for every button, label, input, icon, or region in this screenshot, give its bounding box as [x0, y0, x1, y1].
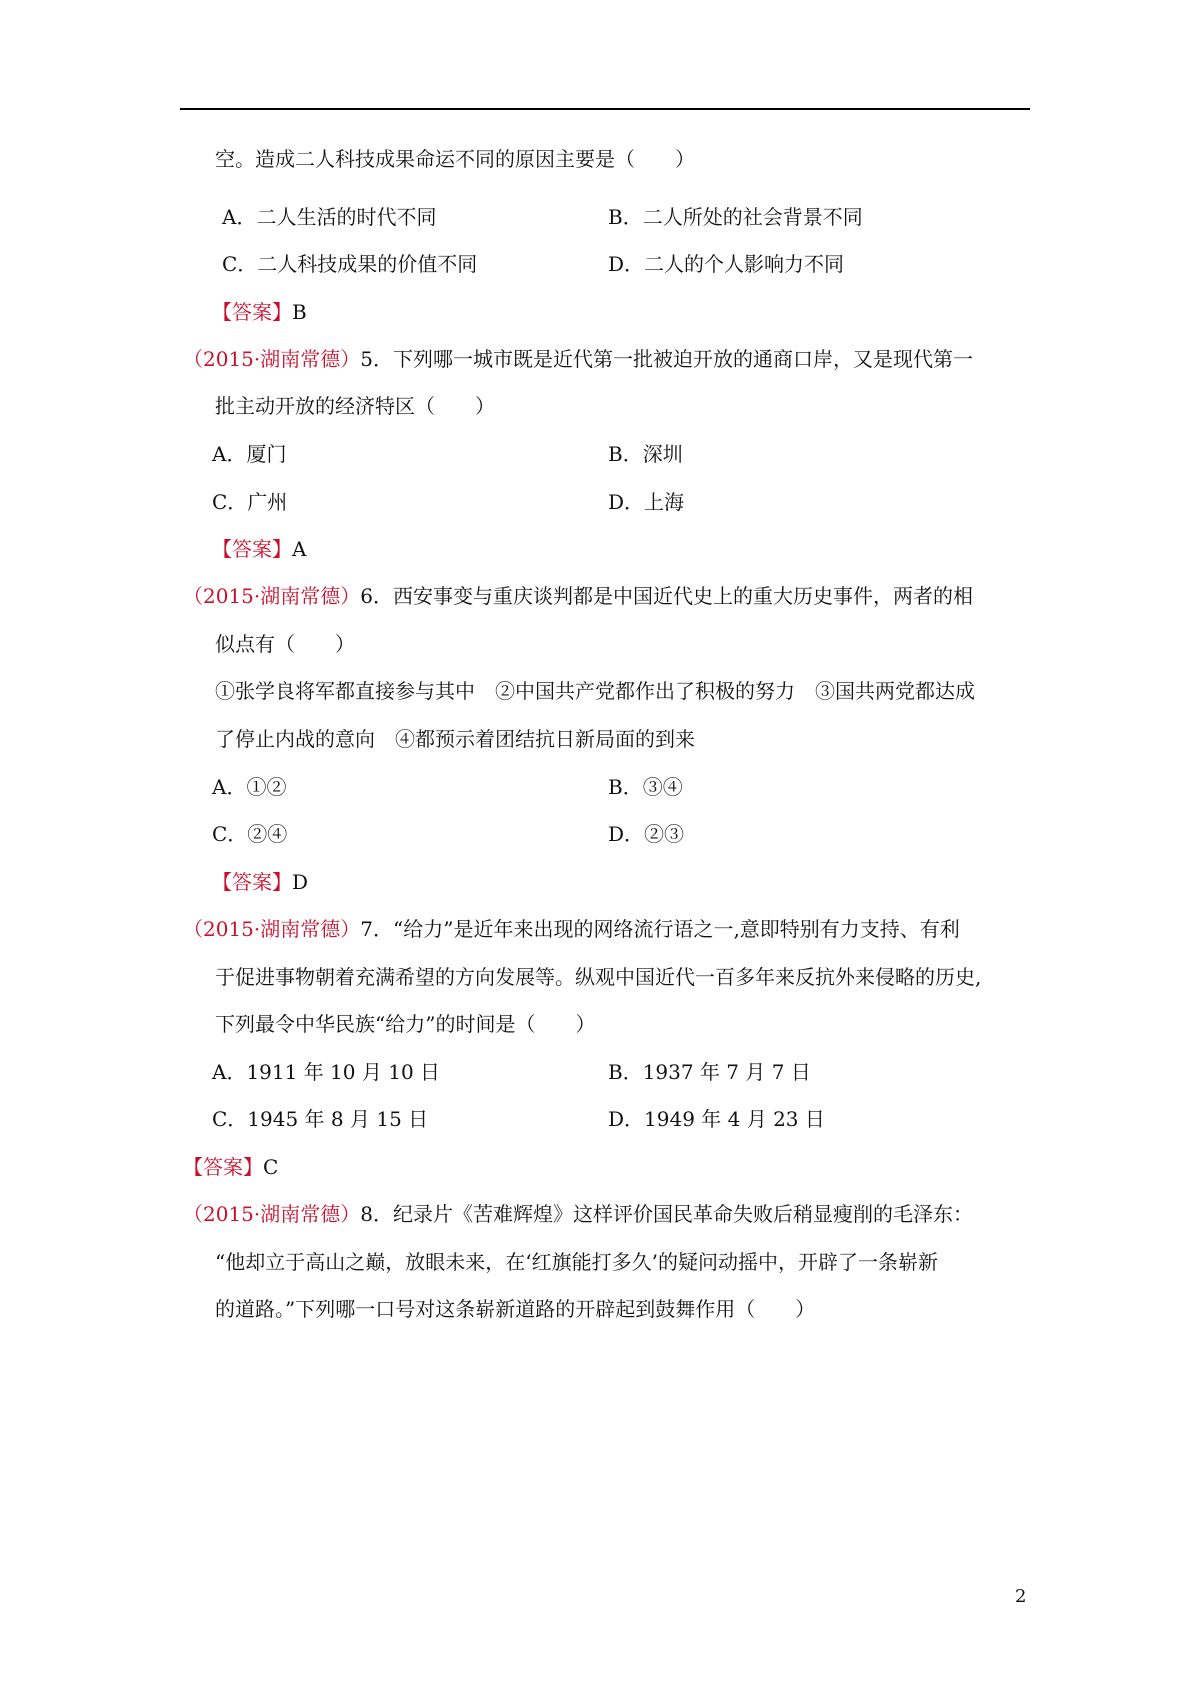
q7-option-a: A．1911 年 10 月 10 日	[212, 1060, 441, 1084]
q5-option-b: B．深圳	[608, 442, 683, 466]
answer-tag: 【答案】	[212, 870, 292, 894]
q7-stem-line1	[183, 915, 960, 943]
answer-tag: 【答案】	[212, 537, 292, 561]
page-number: 2	[1015, 1586, 1027, 1607]
header-rule	[180, 108, 1030, 110]
q6-stem-line2: 似点有（ ）	[215, 632, 355, 656]
question-source: （2015·湖南常德）	[183, 347, 361, 371]
q7-answer	[183, 1153, 278, 1181]
answer-tag: 【答案】	[183, 1155, 263, 1179]
question-text: 6．西安事变与重庆谈判都是中国近代史上的重大历史事件，两者的相	[360, 584, 973, 608]
q7-option-d: D．1949 年 4 月 23 日	[608, 1107, 825, 1131]
question-source: （2015·湖南常德）	[183, 1202, 361, 1226]
q5-stem-line2: 批主动开放的经济特区（ ）	[215, 394, 495, 418]
q7-stem-line3: 下列最令中华民族“给力”的时间是（ ）	[215, 1012, 596, 1036]
q7-option-c: C．1945 年 8 月 15 日	[212, 1107, 429, 1131]
question-source: （2015·湖南常德）	[183, 917, 361, 941]
answer-tag: 【答案】	[212, 300, 292, 324]
q8-stem-line2: “他却立于高山之巅，放眼未来，在‘红旗能打多久’的疑问动摇中，开辟了一条崭新	[215, 1250, 938, 1274]
q6-items-line1: ①张学良将军都直接参与其中 ②中国共产党都作出了积极的努力 ③国共两党都达成	[215, 679, 975, 703]
answer-value: A	[292, 537, 307, 561]
q4-option-b: B．二人所处的社会背景不同	[608, 205, 863, 229]
q5-option-d: D．上海	[608, 490, 685, 514]
answer-value: B	[292, 300, 307, 324]
q6-option-a: A．①②	[212, 775, 287, 799]
answer-value: D	[292, 870, 309, 894]
q6-option-d: D．②③	[608, 822, 685, 846]
q8-stem-line3: 的道路。”下列哪一口号对这条崭新道路的开辟起到鼓舞作用（ ）	[215, 1297, 816, 1321]
q4-answer	[212, 298, 307, 326]
q4-option-c: C．二人科技成果的价值不同	[222, 252, 478, 276]
q6-option-c: C．②④	[212, 822, 288, 846]
answer-value: C	[263, 1155, 279, 1179]
q6-option-b: B．③④	[608, 775, 683, 799]
q4-option-a: A．二人生活的时代不同	[222, 205, 437, 229]
q6-answer	[212, 868, 308, 896]
q7-option-b: B．1937 年 7 月 7 日	[608, 1060, 811, 1084]
q5-option-c: C．广州	[212, 490, 288, 514]
question-text: 5．下列哪一城市既是近代第一批被迫开放的通商口岸，又是现代第一	[360, 347, 973, 371]
q6-items-line2: 了停止内战的意向 ④都预示着团结抗日新局面的到来	[215, 727, 695, 751]
q4-option-d: D．二人的个人影响力不同	[608, 252, 845, 276]
question-text: 8．纪录片《苦难辉煌》这样评价国民革命失败后稍显瘦削的毛泽东：	[360, 1202, 973, 1226]
question-source: （2015·湖南常德）	[183, 584, 361, 608]
q7-stem-line2: 于促进事物朝着充满希望的方向发展等。纵观中国近代一百多年来反抗外来侵略的历史,	[215, 965, 982, 989]
q5-option-a: A．厦门	[212, 442, 287, 466]
question-text: 7．“给力”是近年来出现的网络流行语之一,意即特别有力支持、有利	[360, 917, 960, 941]
q6-stem-line1	[183, 582, 973, 610]
q4-stem-tail: 空。造成二人科技成果命运不同的原因主要是（ ）	[215, 147, 695, 171]
q5-stem-line1	[183, 345, 973, 373]
q5-answer	[212, 535, 306, 563]
q8-stem-line1	[183, 1200, 973, 1228]
